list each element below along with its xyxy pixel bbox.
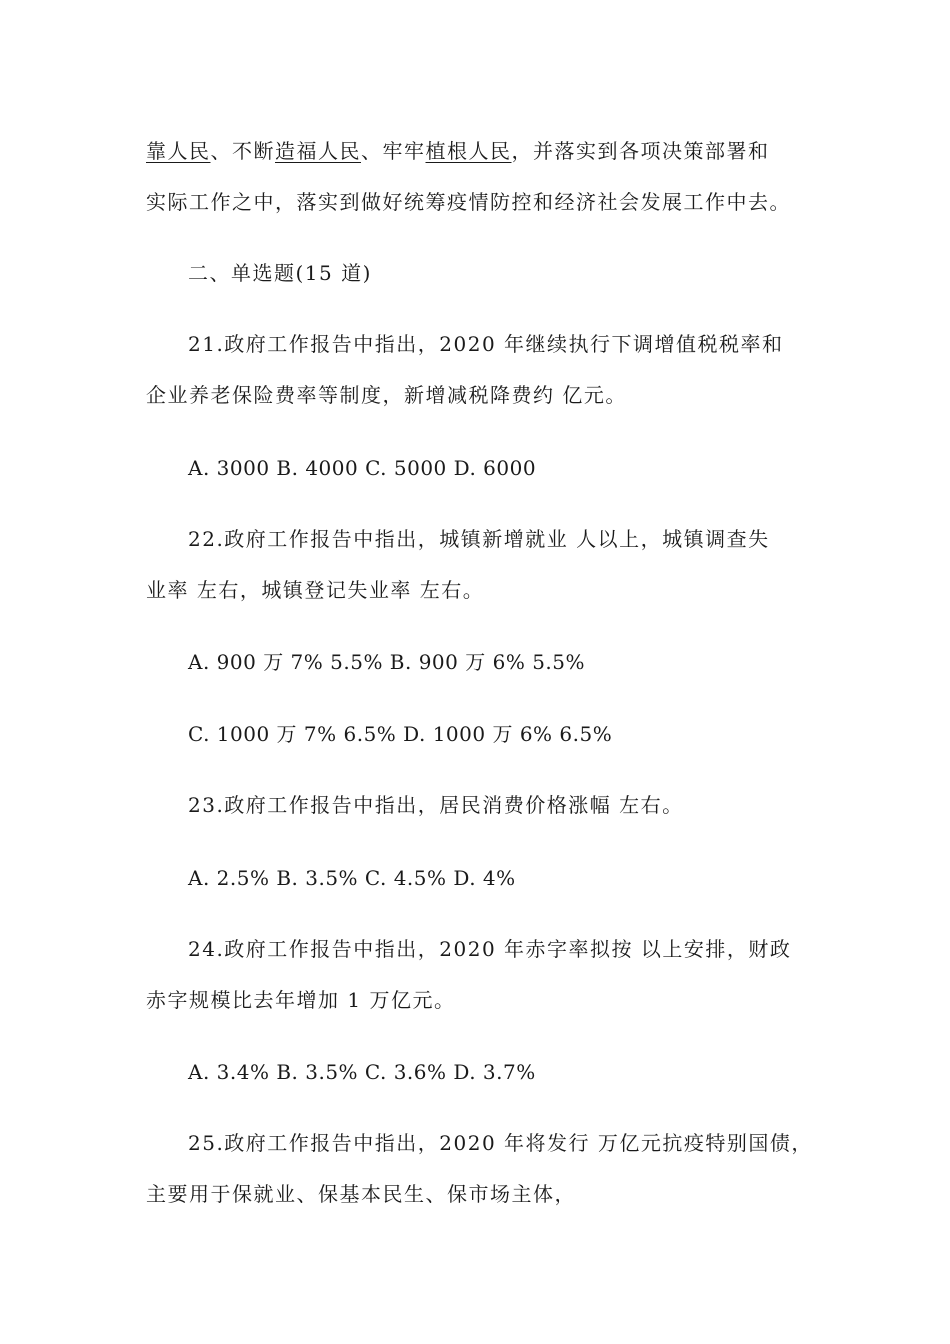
question-23-line-1: 23.政府工作报告中指出，居民消费价格涨幅 左右。 [188, 793, 684, 817]
question-22-line-2: 业率 左右，城镇登记失业率 左右。 [146, 578, 485, 602]
text-run: 、不断 [210, 139, 275, 163]
underlined-phrase: 造福人民 [275, 139, 361, 163]
question-23-options: A. 2.5% B. 3.5% C. 4.5% D. 4% [188, 866, 516, 890]
question-21-line-2: 企业养老保险费率等制度，新增减税降费约 亿元。 [146, 383, 627, 407]
question-25-line-1: 25.政府工作报告中指出，2020 年将发行 万亿元抗疫特别国债， [188, 1131, 813, 1155]
question-24-options: A. 3.4% B. 3.5% C. 3.6% D. 3.7% [188, 1060, 536, 1084]
question-22-line-1: 22.政府工作报告中指出，城镇新增就业 人以上，城镇调查失 [188, 527, 770, 551]
question-21-options: A. 3000 B. 4000 C. 5000 D. 6000 [188, 456, 537, 480]
question-22-options-ab: A. 900 万 7% 5.5% B. 900 万 6% 5.5% [188, 650, 585, 674]
text-run: ，并落实到各项决策部署和 [511, 139, 770, 163]
intro-line-1 [146, 137, 770, 165]
section-heading: 二、单选题(15 道) [188, 261, 372, 285]
underlined-phrase: 靠人民 [146, 139, 211, 163]
underlined-phrase: 植根人民 [425, 139, 512, 163]
question-22-options-cd: C. 1000 万 7% 6.5% D. 1000 万 6% 6.5% [188, 722, 613, 746]
text-run: 、牢牢 [361, 139, 426, 163]
intro-line-2: 实际工作之中，落实到做好统筹疫情防控和经济社会发展工作中去。 [146, 190, 791, 214]
question-25-line-2: 主要用于保就业、保基本民生、保市场主体， [146, 1182, 576, 1206]
question-24-line-1: 24.政府工作报告中指出，2020 年赤字率拟按 以上安排，财政 [188, 937, 792, 961]
question-21-line-1: 21.政府工作报告中指出，2020 年继续执行下调增值税税率和 [188, 332, 784, 356]
question-24-line-2: 赤字规模比去年增加 1 万亿元。 [146, 988, 456, 1012]
